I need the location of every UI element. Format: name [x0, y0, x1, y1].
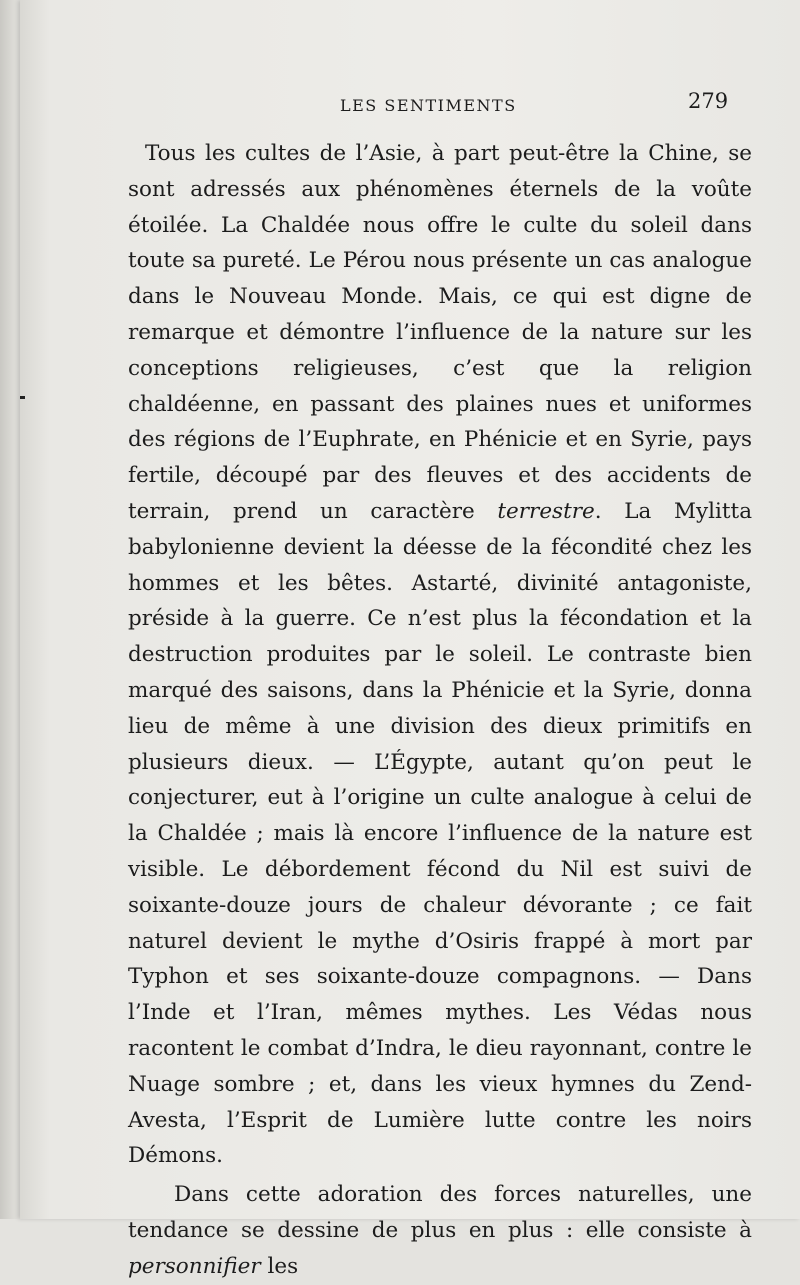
paragraph-2-italic: personnifier [128, 1253, 261, 1279]
paragraph-2 [128, 1177, 752, 1284]
paragraph-1-italic: terrestre [497, 498, 595, 524]
margin-mark [20, 396, 25, 399]
paragraph-1-text-b: . La Mylitta babylonienne devient la déesse de la fécondité chez les hommes et les bêtes. Astarté, divinité antagoniste, préside à la guerre. Ce n’est plus la fécondation et la destruction produites par le soleil. Le contraste bien marqué des saisons, dans la Phénicie et la Syrie, donna lieu de même à une division des dieux primitifs en plusieurs dieux. — L’Égypte, autant qu’on peut le conjecturer, eut à l’origine un culte analogue à celui de la Chaldée ; mais là encore l’influence de la nature est visible. Le débordement fécond du Nil est suivi de soixante-douze jours de chaleur dévorante ; ce fait naturel devient le mythe d’Osiris frappé à mort par Typhon et ses soixante-douze compagnons. — Dans l’Inde et l’Iran, mêmes mythes. Les Védas nous racontent le combat d’Indra, le dieu rayonnant, contre le Nuage sombre ; et, dans les vieux hymnes du Zend-Avesta, l’Esprit de Lumière lutte contre les noirs Démons. [128, 498, 753, 1169]
page-number: 279 [688, 89, 729, 113]
running-head: LES SENTIMENTS [340, 96, 517, 115]
paragraph-1 [128, 136, 752, 1174]
book-gutter [0, 0, 22, 1219]
paragraph-2-text-a: Dans cette adoration des forces naturelles, une tendance se dessine de plus en plus : elle consiste à [128, 1182, 752, 1243]
page-text [128, 136, 752, 1285]
paragraph-1-text-a: Tous les cultes de l’Asie, à part peut-être la Chine, se sont adressés aux phénomènes éternels de la voûte étoilée. La Chaldée nous offre le culte du soleil dans toute sa pureté. Le Pérou nous présente un cas analogue dans le Nouveau Monde. Mais, ce qui est digne de remarque et démontre l’influence de la nature sur les conceptions religieuses, c’est que la religion chaldéenne, en passant des plaines nues et uniformes des régions de l’Euphrate, en Phénicie et en Syrie, pays fertile, découpé par des fleuves et des accidents de terrain, prend un caractère [128, 141, 752, 524]
paragraph-2-text-b: les [260, 1253, 299, 1279]
